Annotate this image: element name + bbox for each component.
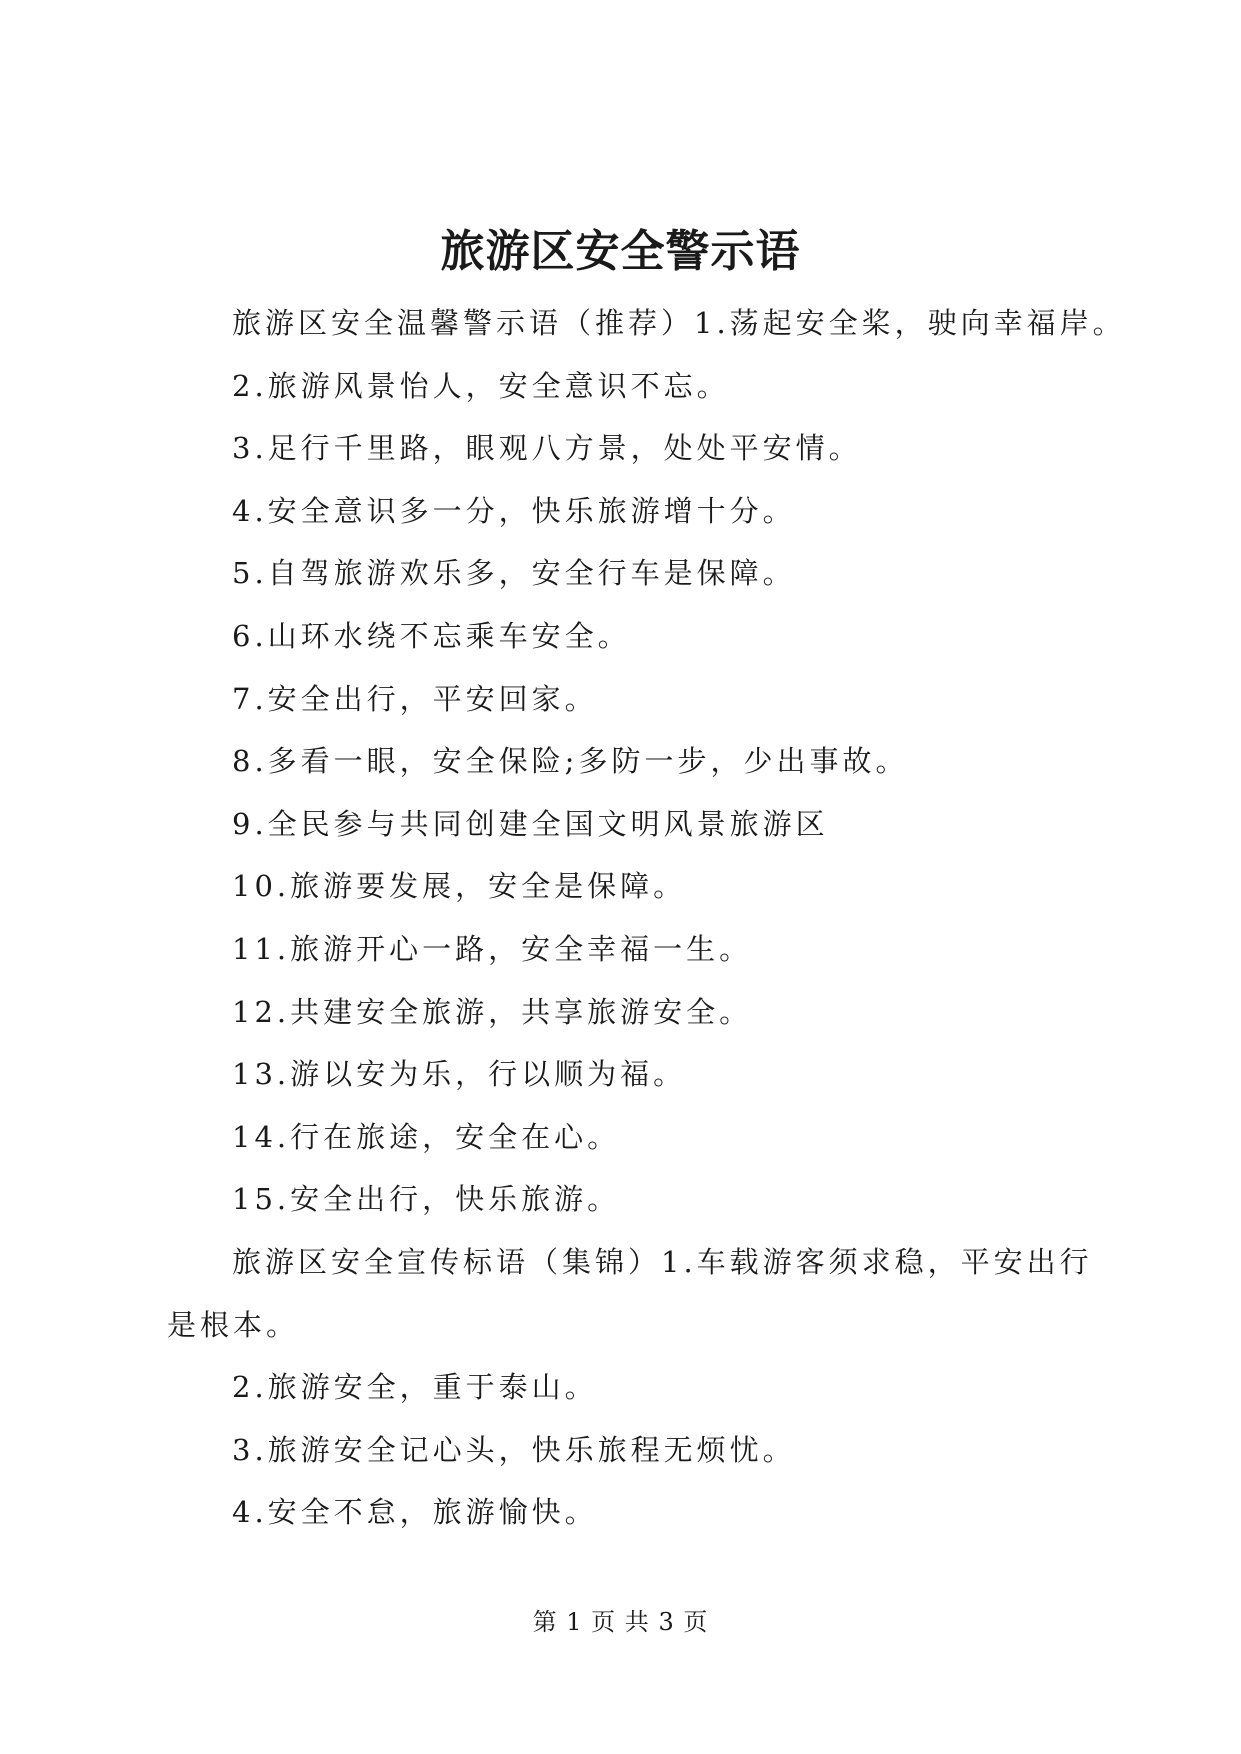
paragraph: 12.共建安全旅游，共享旅游安全。: [232, 994, 753, 1029]
paragraph: 3.足行千里路，眼观八方景，处处平安情。: [232, 431, 862, 466]
document-body: [167, 292, 1126, 1544]
paragraph: 13.游以安为乐，行以顺为福。: [232, 1057, 687, 1092]
paragraph: 4.安全意识多一分，快乐旅游增十分。: [232, 493, 796, 528]
paragraph: 2.旅游风景怡人，安全意识不忘。: [232, 368, 730, 403]
paragraph: 旅游区安全温馨警示语（推荐）1.荡起安全桨，驶向幸福岸。: [232, 306, 1126, 340]
paragraph: 14.行在旅途，安全在心。: [232, 1119, 621, 1154]
paragraph: 9.全民参与共同创建全国文明风景旅游区: [232, 806, 829, 841]
paragraph: 11.旅游开心一路，安全幸福一生。: [232, 931, 753, 966]
paragraph: 3.旅游安全记心头，快乐旅程无烦忧。: [232, 1432, 796, 1467]
paragraph: 5.自驾旅游欢乐多，安全行车是保障。: [232, 556, 796, 591]
paragraph: 15.安全出行，快乐旅游。: [232, 1182, 621, 1217]
page-footer: 第 1 页 共 3 页: [532, 1608, 709, 1636]
paragraph: 旅游区安全宣传标语（集锦）1.车载游客须求稳，平安出行是根本。: [167, 1244, 1093, 1342]
paragraph: 4.安全不怠，旅游愉快。: [232, 1495, 598, 1530]
paragraph: 8.多看一眼，安全保险;多防一步，少出事故。: [232, 744, 909, 779]
paragraph: 2.旅游安全，重于泰山。: [232, 1370, 598, 1405]
paragraph: 7.安全出行，平安回家。: [232, 681, 598, 716]
paragraph: 10.旅游要发展，安全是保障。: [232, 869, 687, 904]
document-title: 旅游区安全警示语: [440, 226, 801, 277]
paragraph: 6.山环水绕不忘乘车安全。: [232, 618, 631, 653]
